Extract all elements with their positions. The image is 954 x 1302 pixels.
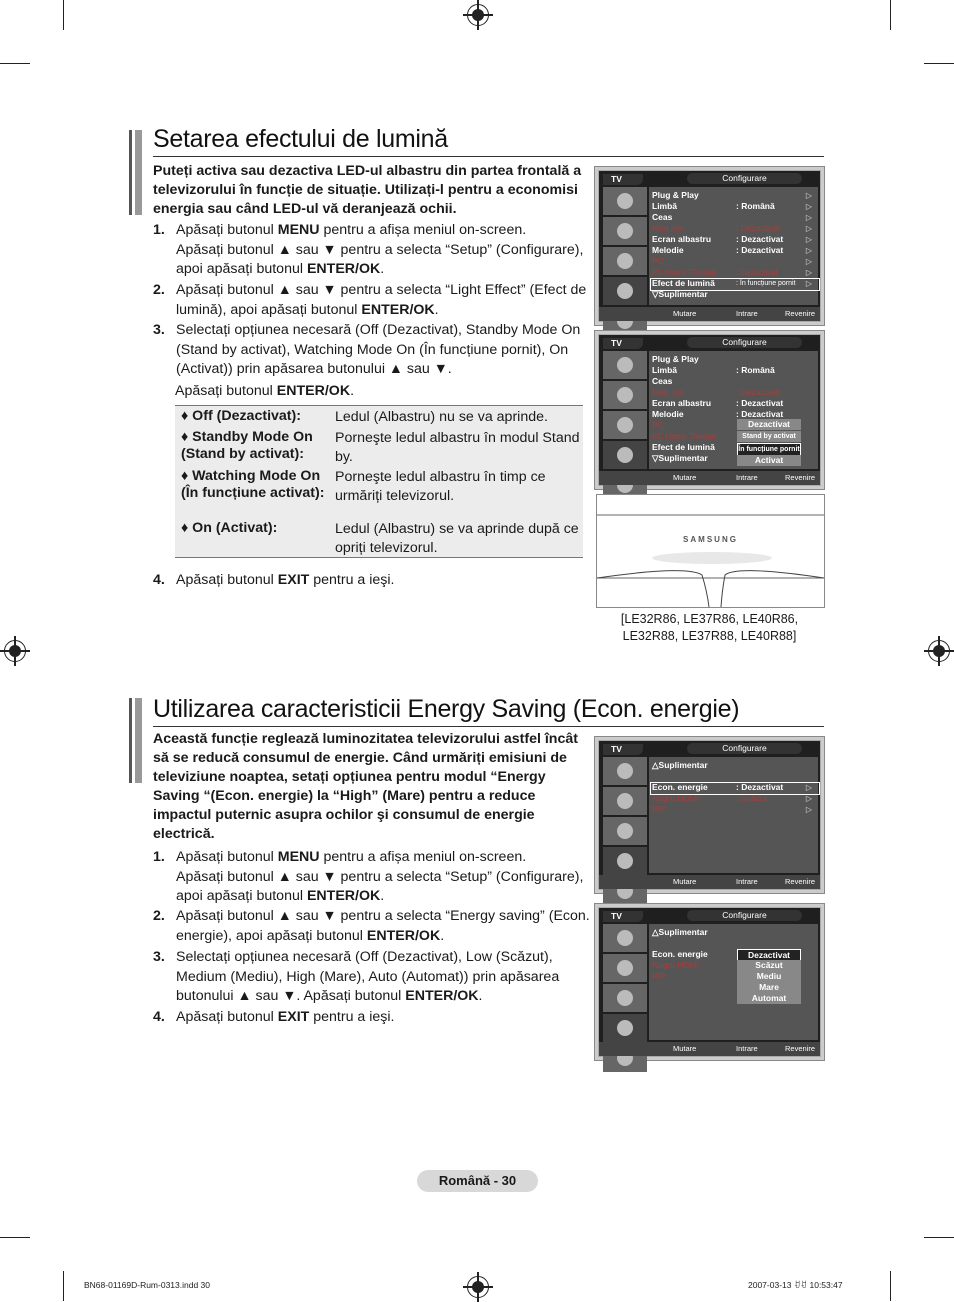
sound-icon [603, 217, 647, 245]
menu-item: ▽Suplimentar [652, 453, 708, 463]
step-line: Apăsați butonul ▲ sau ▼ pentru a selecta “Setup” (Configurare), [176, 241, 584, 258]
sound-icon [603, 381, 647, 409]
menu-item: Efect de lumină : În funcțiune pornit [652, 278, 796, 288]
crop-mark [924, 1237, 954, 1238]
crop-mark [0, 63, 30, 64]
tv-menu-screenshot [594, 736, 825, 894]
section-rule [153, 726, 824, 727]
option-key: ♦ Off (Dezactivat): [181, 408, 301, 424]
option-value: Ledul (Albastru) se va aprinde după ce opriți televizorul. [335, 521, 579, 556]
sound-icon [603, 787, 647, 815]
menu-item: Negru HDMI : Scăzut [652, 793, 767, 803]
channel-icon [603, 411, 647, 439]
setup-icon [603, 1014, 647, 1042]
step-line: butonului ▲ sau ▼. Apăsați butonul ENTER/OK. [176, 988, 483, 1004]
menu-list [649, 351, 818, 469]
arrow-right-icon: ▷ ▷ ▷ [805, 783, 812, 814]
footer-file: BN68-01169D-Rum-0313.indd 30 [84, 1280, 211, 1290]
tv-front-drawing [597, 495, 824, 607]
step-3-extra: Apăsați butonul ENTER/OK. [175, 383, 355, 399]
section-rule [153, 156, 824, 157]
step-number: 1. [153, 849, 165, 865]
menu-title: Configurare [687, 743, 802, 754]
channel-icon [603, 247, 647, 275]
option-value: Porneşte ledul albastru în timp ce urmăriți televizorul. [335, 469, 546, 504]
menu-item: Melodie : Dezactivat [652, 245, 784, 255]
step-line: Apăsați butonul ▲ sau ▼ pentru a selecta “Energy saving” (Econ. [176, 908, 590, 924]
menu-item: PC Home Theater : Dezactivat [652, 268, 778, 277]
models-caption [596, 611, 823, 645]
dropdown-option-selected: Dezactivat [737, 949, 801, 962]
picture-icon [603, 187, 647, 215]
step-number: 2. [153, 282, 165, 298]
menu-footer [599, 875, 820, 889]
menu-item: Plug & Play [652, 190, 699, 200]
step-line: apoi apăsați butonul ENTER/OK. [176, 888, 385, 904]
step-line: Selectați opțiunea necesară (Off (Dezactivat), Low (Scăzut), [176, 949, 553, 965]
tv-menu-screenshot [594, 903, 825, 1061]
section-intro: Această funcție reglează luminozitatea televizorului astfel încât să se reducă consumul de energie. Când urmăriți emisiuni de televiziune noaptea, setați opțiunea pentru modul “Energy Saving “(Econ. energie) la “High” (Mare) pentru a reduce impactul puternic asupra ochilor şi consumul de energie electrică. [153, 731, 578, 842]
crop-mark [63, 1271, 64, 1301]
option-value: Ledul (Albastru) nu se va aprinde. [335, 409, 548, 425]
menu-title: Configurare [687, 910, 802, 921]
channel-icon [603, 817, 647, 845]
tv-tag: TV [603, 338, 643, 349]
step-number: 1. [153, 222, 165, 238]
step-line: Apăsați butonul EXIT pentru a ieşi. [176, 572, 395, 588]
step-line: Apăsați butonul MENU pentru a afișa meniul on-screen. [176, 222, 527, 238]
menu-item: Negru HDMI [652, 960, 700, 970]
dropdown-option: Stand by activat [737, 431, 801, 442]
channel-icon [603, 984, 647, 1012]
registration-mark-icon [467, 4, 489, 26]
brand-logo: SAMSUNG [683, 535, 738, 544]
footer-move: Mutare [673, 877, 697, 886]
menu-item: PIP [652, 971, 666, 981]
footer-move: Mutare [673, 473, 697, 482]
menu-item: Limbă : Română [652, 201, 775, 211]
section-bar [129, 698, 142, 783]
step-line: energie), apoi apăsați butonul ENTER/OK. [176, 927, 445, 944]
footer-enter: Intrare [736, 309, 758, 318]
step-number: 4. [153, 1009, 165, 1025]
caption-line: LE32R88, LE37R88, LE40R88] [622, 629, 797, 643]
dropdown-option: Mare [737, 982, 801, 993]
footer-enter: Intrare [736, 1044, 758, 1053]
menu-item: Econ. energie : Dezactivat [652, 782, 784, 792]
menu-item: Ceas [652, 212, 673, 222]
menu-item: △Suplimentar [652, 760, 708, 770]
tv-illustration [596, 494, 825, 608]
menu-item: Ceas [652, 376, 673, 386]
footer-enter: Intrare [736, 473, 758, 482]
menu-item: PC [652, 420, 664, 430]
arrow-right-icon: ▷ ▷ ▷ ▷ ▷ ▷ ▷ ▷ ▷ [805, 191, 812, 288]
step-line: lumină), apoi apăsați butonul ENTER/OK. [176, 301, 439, 318]
crop-mark [924, 63, 954, 64]
crop-mark [0, 1237, 30, 1238]
option-key: ♦ Standby Mode On (Stand by activat): [181, 429, 313, 462]
footer-date: 2007-03-13 ꀀꀀ 10:53:47 [748, 1280, 843, 1290]
menu-item: Ecran albastru : Dezactivat [652, 234, 784, 244]
menu-item: Limbă : Română [652, 365, 775, 375]
page-number-badge: Română - 30 [417, 1170, 538, 1192]
menu-list [649, 924, 818, 1040]
step-line: Apăsați butonul MENU pentru a afișa meniul on-screen. [176, 849, 527, 865]
registration-mark-icon [4, 640, 26, 662]
footer-move: Mutare [673, 309, 697, 318]
section-title: Setarea efectului de lumină [153, 125, 448, 153]
step-line: Apăsați butonul EXIT pentru a ieşi. [176, 1009, 395, 1025]
step-number: 2. [153, 908, 165, 924]
dropdown-option: Mediu [737, 971, 801, 982]
dropdown-option: Dezactivat [737, 419, 801, 430]
tv-tag: TV [603, 911, 643, 922]
footer-move: Mutare [673, 1044, 697, 1053]
menu-item: Melodie : Dezactivat [652, 409, 784, 419]
tv-menu-screenshot [594, 330, 825, 490]
registration-mark-icon [928, 640, 950, 662]
caption-line: [LE32R86, LE37R86, LE40R86, [620, 612, 799, 626]
dropdown-option-selected: În funcțiune pornit [737, 443, 801, 456]
menu-list [649, 757, 818, 873]
footer-return: Revenire [785, 473, 816, 482]
option-key: ♦ Watching Mode On (În funcțiune activat): [181, 468, 325, 501]
step-number: 3. [153, 949, 165, 965]
dropdown-option: Activat [737, 455, 801, 466]
registration-mark-icon [467, 1276, 489, 1298]
tv-tag: TV [603, 744, 643, 755]
menu-item: Econ. energie [652, 949, 708, 959]
menu-item: Efect de lumină [652, 442, 715, 452]
footer-return: Revenire [785, 877, 816, 886]
menu-item: PC [652, 256, 664, 266]
crop-mark [890, 0, 891, 30]
step-number: 4. [153, 572, 165, 588]
dropdown-option: Automat [737, 993, 801, 1004]
picture-icon [603, 924, 647, 952]
menu-item: PIP [652, 804, 666, 814]
section-intro: Puteți activa sau dezactiva LED-ul albastru din partea frontală a televizorului în funcție de situație. Utilizați-l pentru a economisi energia sau când LED-ul vă deranjează ochii. [153, 163, 582, 217]
option-key: ♦ On (Activat): [181, 520, 278, 536]
option-value: Porneşte ledul albastru în modul Stand by. [335, 430, 580, 465]
tv-tag: TV [603, 174, 643, 185]
crop-mark [890, 1271, 891, 1301]
menu-footer [599, 307, 820, 321]
menu-item: ▽Suplimentar [652, 289, 708, 299]
step-line: Apăsați butonul ▲ sau ▼ pentru a selecta “Light Effect” (Efect de [176, 282, 587, 298]
menu-item: Ecran albastru : Dezactivat [652, 398, 784, 408]
menu-item: Mod Joc : Dezactivat [652, 223, 781, 233]
menu-title: Configurare [687, 173, 802, 184]
dropdown-option: Scăzut [737, 960, 801, 971]
menu-footer [599, 1042, 820, 1056]
step-number: 3. [153, 322, 165, 338]
footer-return: Revenire [785, 309, 816, 318]
tv-menu-screenshot [594, 166, 825, 326]
menu-item: Plug & Play [652, 354, 699, 364]
section-bar [129, 130, 142, 215]
menu-item: PC Home Theater [652, 432, 717, 441]
step-line: (Activat)) prin apăsarea butonului ▲ sau ▼. [176, 361, 452, 377]
setup-icon [603, 847, 647, 875]
picture-icon [603, 351, 647, 379]
setup-icon [603, 441, 647, 469]
sound-icon [603, 954, 647, 982]
menu-footer [599, 471, 820, 485]
step-line: (Stand by activat), Watching Mode On (În funcțiune pornit), On [176, 341, 569, 358]
crop-mark [63, 0, 64, 30]
menu-item: △Suplimentar [652, 927, 708, 937]
step-line: Medium (Mediu), High (Mare), Auto (Automat)) prin apăsarea [176, 968, 560, 985]
picture-icon [603, 757, 647, 785]
footer-enter: Intrare [736, 877, 758, 886]
footer-return: Revenire [785, 1044, 816, 1053]
step-line: apoi apăsați butonul ENTER/OK. [176, 261, 385, 277]
step-line: Selectați opțiunea necesară (Off (Dezactivat), Standby Mode On [176, 322, 581, 338]
menu-item: Mod Joc : Dezactivat [652, 387, 781, 397]
section-title: Utilizarea caracteristicii Energy Saving (Econ. energie) [153, 695, 740, 723]
step-line: Apăsați butonul ▲ sau ▼ pentru a selecta “Setup” (Configurare), [176, 868, 584, 885]
options-table [175, 405, 583, 558]
menu-title: Configurare [687, 337, 802, 348]
setup-icon [603, 277, 647, 305]
menu-list [649, 187, 818, 305]
